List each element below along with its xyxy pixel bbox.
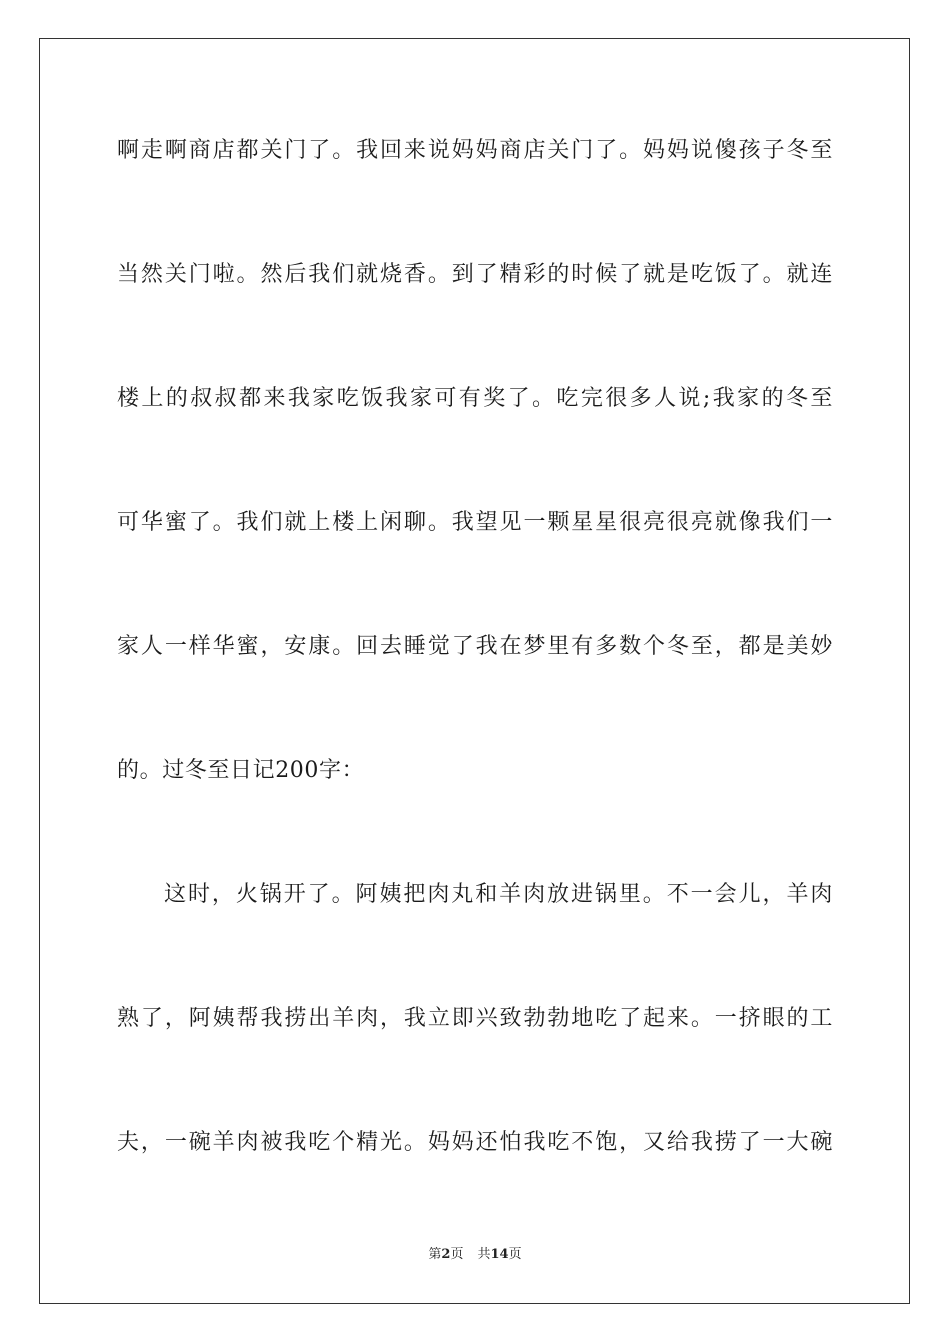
body-line-1: 啊走啊商店都关门了。我回来说妈妈商店关门了。妈妈说傻孩子冬至	[117, 138, 833, 163]
body-line-3: 楼上的叔叔都来我家吃饭我家可有奖了。吃完很多人说;我家的冬至	[117, 386, 833, 411]
footer-total-prefix: 共	[477, 1247, 491, 1262]
body-line-8: 熟了，阿姨帮我捞出羊肉，我立即兴致勃勃地吃了起来。一挤眼的工	[117, 1006, 833, 1031]
footer-total-suffix: 页	[508, 1247, 522, 1262]
body-line-9: 夫，一碗羊肉被我吃个精光。妈妈还怕我吃不饱，又给我捞了一大碗	[117, 1130, 833, 1155]
footer-page-suffix: 页	[450, 1247, 464, 1262]
footer-page-number: 2	[441, 1247, 451, 1262]
footer-page-prefix: 第	[428, 1247, 442, 1262]
page-footer	[0, 1246, 950, 1264]
body-line-7: 这时，火锅开了。阿姨把肉丸和羊肉放进锅里。不一会儿，羊肉	[164, 882, 833, 907]
body-line-5: 家人一样华蜜，安康。回去睡觉了我在梦里有多数个冬至，都是美妙	[117, 634, 833, 659]
page-frame	[39, 38, 910, 1304]
footer-total-pages: 14	[490, 1247, 509, 1262]
body-line-4: 可华蜜了。我们就上楼上闲聊。我望见一颗星星很亮很亮就像我们一	[117, 510, 833, 535]
body-line-6: 的。过冬至日记200字：	[117, 758, 365, 783]
body-line-2: 当然关门啦。然后我们就烧香。到了精彩的时候了就是吃饭了。就连	[117, 262, 833, 287]
